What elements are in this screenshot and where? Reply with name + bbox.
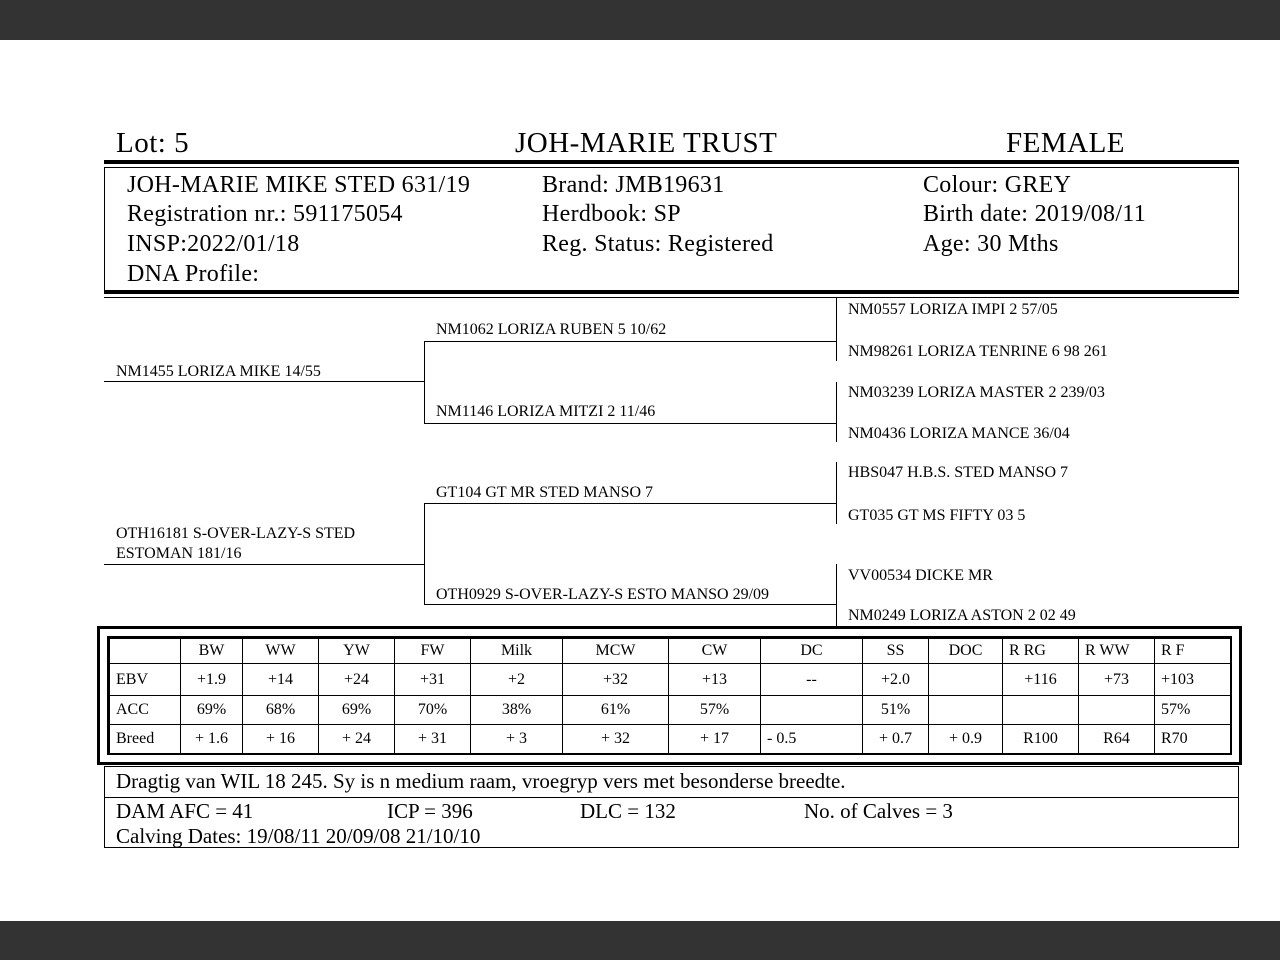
ebv-cell: 69% <box>181 696 243 725</box>
pedigree-ggp-4: NM0436 LORIZA MANCE 36/04 <box>848 425 1070 442</box>
ebv-row <box>110 696 1231 725</box>
age: Age: 30 Mths <box>923 231 1059 257</box>
ebv-col-header: R WW <box>1079 639 1155 664</box>
animal-name: JOH-MARIE MIKE STED 631/19 <box>127 172 471 198</box>
ebv-cell: R64 <box>1079 725 1155 754</box>
ebv-row-label: EBV <box>110 664 181 696</box>
pedigree-line <box>424 423 836 424</box>
ebv-cell: +1.9 <box>181 664 243 696</box>
ebv-cell: 61% <box>563 696 669 725</box>
ebv-col-header: WW <box>243 639 319 664</box>
pedigree-dam-line2: ESTOMAN 181/16 <box>116 545 242 562</box>
info-left-border <box>104 167 105 291</box>
ebv-cell: 57% <box>1155 696 1231 725</box>
ebv-row <box>110 664 1231 696</box>
dam-afc: DAM AFC = 41 <box>116 799 254 823</box>
brand: Brand: JMB19631 <box>542 172 725 198</box>
ebv-cell: - 0.5 <box>761 725 863 754</box>
pedigree-bracket <box>836 298 837 361</box>
ebv-header-row <box>110 639 1231 664</box>
ebv-col-header: DC <box>761 639 863 664</box>
ebv-cell: +2 <box>471 664 563 696</box>
calving-dates: Calving Dates: 19/08/11 20/09/08 21/10/10 <box>116 824 481 848</box>
ebv-cell: + 32 <box>563 725 669 754</box>
ebv-cell: 69% <box>319 696 395 725</box>
pedigree-line <box>104 564 424 565</box>
pedigree-bracket <box>836 462 837 524</box>
ebv-cell: + 0.9 <box>929 725 1003 754</box>
pedigree-sire-sire: NM1062 LORIZA RUBEN 5 10/62 <box>436 321 667 338</box>
info-right-border <box>1238 167 1239 291</box>
ebv-col-header <box>110 639 181 664</box>
ebv-cell <box>929 696 1003 725</box>
pedigree-ggp-8: NM0249 LORIZA ASTON 2 02 49 <box>848 607 1076 624</box>
ebv-cell: + 0.7 <box>863 725 929 754</box>
ebv-cell: + 31 <box>395 725 471 754</box>
pedigree-bracket <box>836 564 837 626</box>
ebv-cell: +116 <box>1003 664 1079 696</box>
ebv-cell: +2.0 <box>863 664 929 696</box>
pedigree-line <box>104 381 424 382</box>
ebv-cell <box>1003 696 1079 725</box>
ebv-cell: +103 <box>1155 664 1231 696</box>
ebv-table <box>109 638 1231 754</box>
pedigree-sire: NM1455 LORIZA MIKE 14/55 <box>116 363 321 380</box>
ebv-col-header: R F <box>1155 639 1231 664</box>
pedigree-line <box>424 503 836 504</box>
ebv-cell: +13 <box>669 664 761 696</box>
pedigree-line <box>424 341 836 342</box>
ebv-cell: +31 <box>395 664 471 696</box>
pedigree-dam-line1: OTH16181 S-OVER-LAZY-S STED <box>116 525 356 542</box>
ebv-cell: +14 <box>243 664 319 696</box>
pedigree-bracket <box>836 382 837 442</box>
registration-number: Registration nr.: 591175054 <box>127 201 403 227</box>
ebv-cell: 38% <box>471 696 563 725</box>
ebv-col-header: FW <box>395 639 471 664</box>
remark-text: Dragtig van WIL 18 245. Sy is n medium raam, vroegryp vers met besonderse breedte. <box>116 769 846 793</box>
pedigree-ggp-5: HBS047 H.B.S. STED MANSO 7 <box>848 464 1069 481</box>
viewer-top-bar <box>0 0 1280 40</box>
pedigree-ggp-2: NM98261 LORIZA TENRINE 6 98 261 <box>848 343 1108 360</box>
dlc: DLC = 132 <box>580 799 676 823</box>
ebv-col-header: CW <box>669 639 761 664</box>
ebv-cell: R100 <box>1003 725 1079 754</box>
registration-status: Reg. Status: Registered <box>542 231 774 257</box>
pedigree-ggp-6: GT035 GT MS FIFTY 03 5 <box>848 507 1026 524</box>
pedigree-dam-dam: OTH0929 S-OVER-LAZY-S ESTO MANSO 29/09 <box>436 586 770 603</box>
ebv-col-header: DOC <box>929 639 1003 664</box>
herdbook: Herdbook: SP <box>542 201 681 227</box>
pedigree-line <box>424 604 836 605</box>
notes-divider <box>104 797 1239 798</box>
ebv-row-label: ACC <box>110 696 181 725</box>
ebv-row-label: Breed <box>110 725 181 754</box>
pedigree-ggp-7: VV00534 DICKE MR <box>848 567 993 584</box>
ebv-cell: + 17 <box>669 725 761 754</box>
ebv-cell: 57% <box>669 696 761 725</box>
inspection-date: INSP:2022/01/18 <box>127 231 300 257</box>
header-rule-thin <box>104 167 1239 168</box>
animal-sex: FEMALE <box>1006 127 1125 159</box>
pedigree-bracket <box>424 341 425 423</box>
ebv-cell <box>761 696 863 725</box>
ebv-col-header: YW <box>319 639 395 664</box>
lot-number: Lot: 5 <box>116 127 190 159</box>
viewer-bottom-bar <box>0 921 1280 960</box>
pedigree-ggp-3: NM03239 LORIZA MASTER 2 239/03 <box>848 384 1105 401</box>
ebv-cell: 51% <box>863 696 929 725</box>
ebv-cell: + 16 <box>243 725 319 754</box>
ebv-cell: R70 <box>1155 725 1231 754</box>
ebv-col-header: BW <box>181 639 243 664</box>
pedigree-ggp-1: NM0557 LORIZA IMPI 2 57/05 <box>848 301 1058 318</box>
ebv-cell: + 1.6 <box>181 725 243 754</box>
ebv-cell: +32 <box>563 664 669 696</box>
colour: Colour: GREY <box>923 172 1072 198</box>
ebv-col-header: SS <box>863 639 929 664</box>
ebv-cell: -- <box>761 664 863 696</box>
ebv-cell: + 24 <box>319 725 395 754</box>
ebv-cell <box>1079 696 1155 725</box>
ebv-cell <box>929 664 1003 696</box>
ebv-cell: +24 <box>319 664 395 696</box>
ebv-col-header: MCW <box>563 639 669 664</box>
ebv-row <box>110 725 1231 754</box>
dna-profile: DNA Profile: <box>127 261 260 287</box>
ebv-col-header: R RG <box>1003 639 1079 664</box>
number-of-calves: No. of Calves = 3 <box>804 799 953 823</box>
pedigree-bracket <box>424 504 425 604</box>
ebv-cell: +73 <box>1079 664 1155 696</box>
pedigree-dam-sire: GT104 GT MR STED MANSO 7 <box>436 484 654 501</box>
ebv-cell: 68% <box>243 696 319 725</box>
owner-name: JOH-MARIE TRUST <box>515 127 778 159</box>
ebv-cell: 70% <box>395 696 471 725</box>
ebv-col-header: Milk <box>471 639 563 664</box>
pedigree-sire-dam: NM1146 LORIZA MITZI 2 11/46 <box>436 403 656 420</box>
info-rule-thick <box>104 290 1239 294</box>
icp: ICP = 396 <box>387 799 473 823</box>
ebv-cell: + 3 <box>471 725 563 754</box>
header-rule-thick <box>104 160 1239 164</box>
birth-date: Birth date: 2019/08/11 <box>923 201 1147 227</box>
info-rule-thin <box>104 297 1239 298</box>
